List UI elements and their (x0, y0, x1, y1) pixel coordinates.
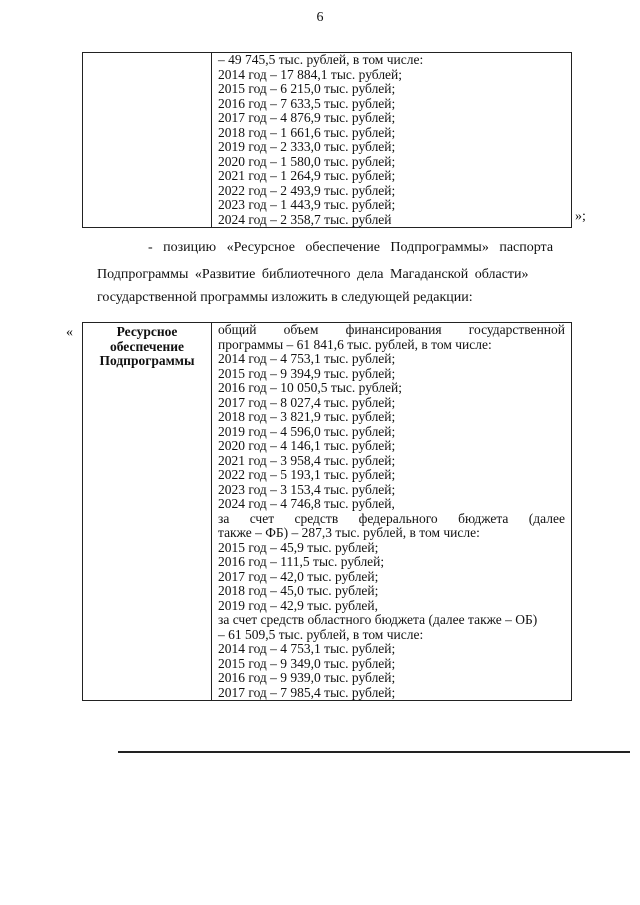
resource-provision-table (82, 322, 572, 701)
funding-line: 2016 год – 111,5 тыс. рублей; (218, 554, 385, 569)
funding-line: 2022 год – 2 493,9 тыс. рублей; (218, 182, 396, 198)
paragraph-line-2: Подпрограммы «Развитие библиотечного дела Магаданской области» (97, 267, 529, 282)
funding-line: 2018 год – 45,0 тыс. рублей; (218, 583, 379, 598)
funding-line: 2014 год – 17 884,1 тыс. рублей; (218, 66, 403, 82)
funding-line: 2015 год – 9 349,0 тыс. рублей; (218, 655, 396, 671)
funding-line: 2021 год – 1 264,9 тыс. рублей; (218, 168, 396, 183)
funding-line: программы – 61 841,6 тыс. рублей, в том числе: (218, 336, 492, 352)
table-left-cell-empty (83, 53, 212, 228)
resource-provision-label: Ресурсное обеспечение Подпрограммы (83, 323, 212, 701)
funding-line: 2024 год – 4 746,8 тыс. рублей, (218, 496, 395, 511)
funding-line: 2017 год – 8 027,4 тыс. рублей; (218, 394, 396, 410)
funding-line: 2014 год – 4 753,1 тыс. рублей; (218, 351, 396, 366)
funding-line: за счет средств федерального бюджета (далее (218, 510, 565, 526)
resource-provision-values (212, 323, 572, 701)
funding-line: 2019 год – 4 596,0 тыс. рублей; (218, 423, 396, 439)
funding-table-continued (82, 52, 572, 228)
funding-line: также – ФБ) – 287,3 тыс. рублей, в том числе: (218, 525, 480, 540)
funding-line: 2015 год – 6 215,0 тыс. рублей; (218, 81, 396, 96)
funding-line: 2022 год – 5 193,1 тыс. рублей; (218, 467, 396, 482)
funding-line: – 61 509,5 тыс. рублей, в том числе: (218, 626, 424, 642)
funding-line: 2017 год – 42,0 тыс. рублей; (218, 568, 379, 584)
closing-quote-mark: »; (575, 209, 586, 224)
funding-line: 2020 год – 4 146,1 тыс. рублей; (218, 438, 396, 453)
funding-line: 2016 год – 7 633,5 тыс. рублей; (218, 95, 396, 111)
funding-line: 2018 год – 1 661,6 тыс. рублей; (218, 124, 396, 140)
funding-line: 2024 год – 2 358,7 тыс. рублей (218, 211, 392, 227)
funding-line: 2018 год – 3 821,9 тыс. рублей; (218, 409, 396, 424)
funding-line: 2017 год – 7 985,4 тыс. рублей; (218, 684, 396, 700)
paragraph-line-1: - позицию «Ресурсное обеспечение Подпрограммы» паспорта (148, 240, 554, 255)
funding-line: 2021 год – 3 958,4 тыс. рублей; (218, 452, 396, 468)
page-number: 6 (316, 10, 324, 25)
funding-line: 2016 год – 9 939,0 тыс. рублей; (218, 670, 396, 685)
funding-line: 2020 год – 1 580,0 тыс. рублей; (218, 153, 396, 169)
funding-line: 2017 год – 4 876,9 тыс. рублей; (218, 110, 396, 125)
funding-line: общий объем финансирования государственной (218, 322, 565, 337)
funding-line: 2014 год – 4 753,1 тыс. рублей; (218, 641, 396, 656)
funding-line: 2019 год – 42,9 тыс. рублей, (218, 597, 379, 613)
opening-quote-mark: « (66, 325, 73, 340)
funding-line: 2019 год – 2 333,0 тыс. рублей; (218, 139, 396, 154)
table-right-cell (212, 53, 572, 228)
page-bottom-rule (118, 751, 630, 753)
funding-line: 2016 год – 10 050,5 тыс. рублей; (218, 380, 403, 395)
funding-line: 2023 год – 3 153,4 тыс. рублей; (218, 481, 396, 497)
paragraph-line-3: государственной программы изложить в следующей редакции: (97, 290, 473, 305)
funding-line: – 49 745,5 тыс. рублей, в том числе: (218, 52, 424, 67)
funding-line: 2015 год – 45,9 тыс. рублей; (218, 539, 379, 555)
funding-line: 2023 год – 1 443,9 тыс. рублей; (218, 197, 396, 212)
funding-line: 2015 год – 9 394,9 тыс. рублей; (218, 365, 396, 381)
funding-line: за счет средств областного бюджета (далее также – ОБ) (218, 612, 538, 627)
